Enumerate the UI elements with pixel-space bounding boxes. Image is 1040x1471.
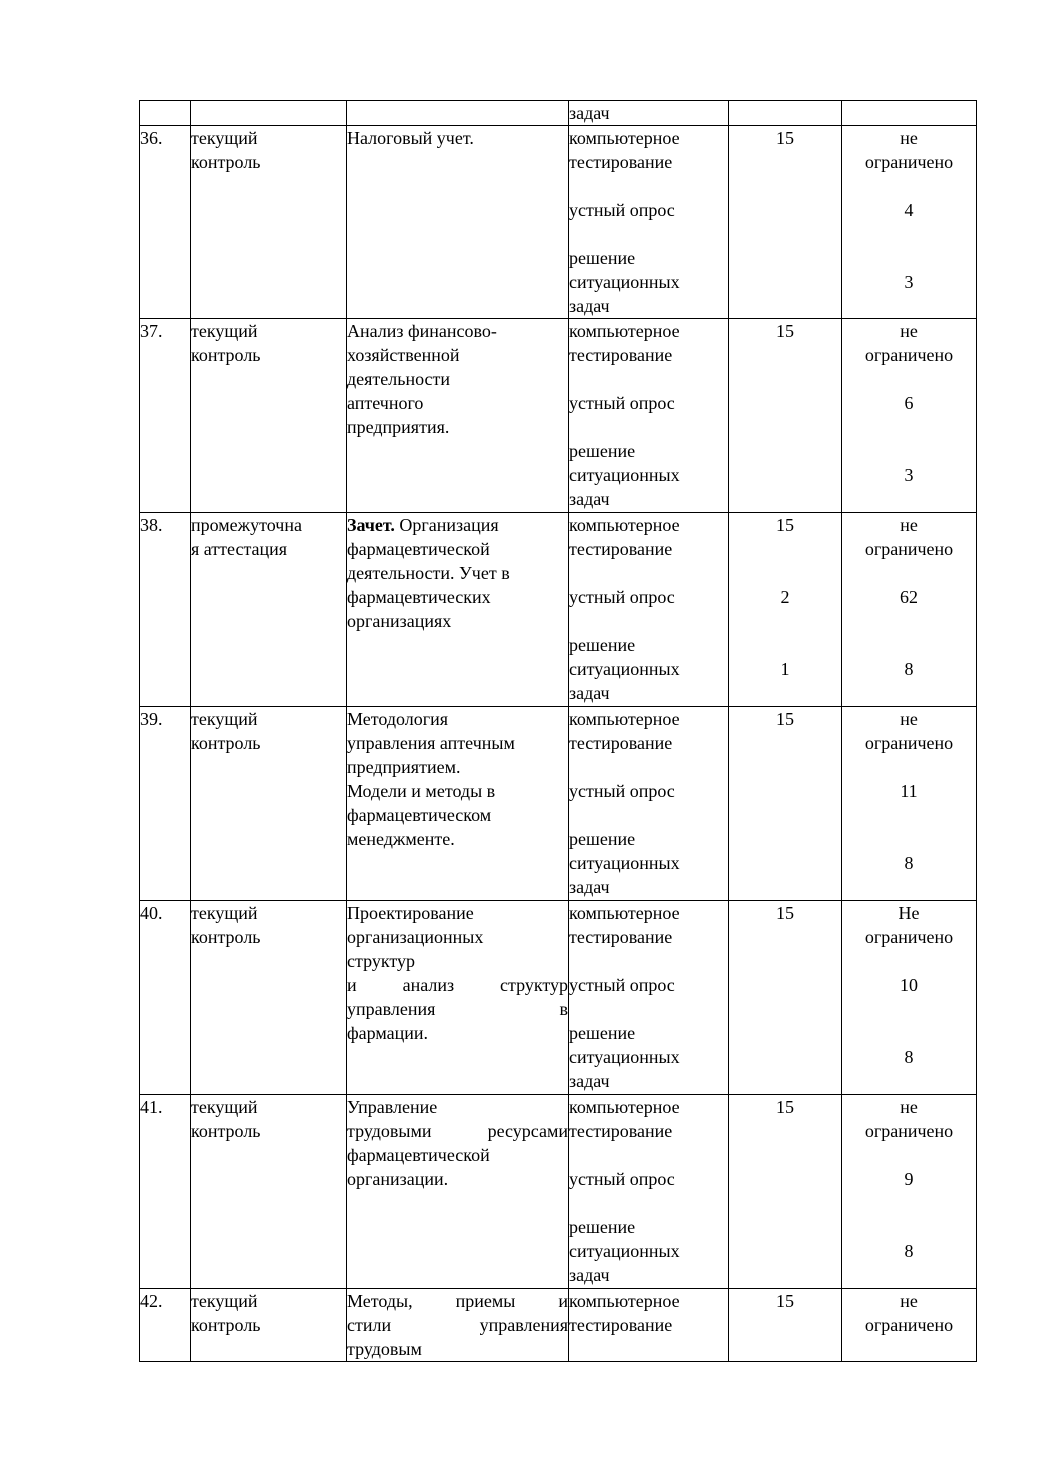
row-number: 36. [140, 126, 191, 319]
assessment-methods: компьютерное тестирование устный опрос решение ситуационных задач [569, 1095, 729, 1289]
topic: Зачет. Организация фармацевтической деятельности. Учет в фармацевтических организациях [347, 513, 569, 707]
table-row [140, 319, 977, 513]
topic: Управление трудовыми ресурсами фармацевтической организации. [347, 1095, 569, 1289]
control-type: текущий контроль [191, 707, 347, 901]
question-count: 15 2 1 [729, 513, 842, 707]
topic: Анализ финансово- хозяйственной деятельности аптечного предприятия. [347, 319, 569, 513]
table-row [140, 101, 977, 126]
assessment-methods: компьютерное тестирование устный опрос решение ситуационных задач [569, 319, 729, 513]
method-tail: задач [569, 103, 610, 123]
variant-count: не ограничено 62 8 [842, 513, 977, 707]
table-row [140, 1095, 977, 1289]
row-number: 39. [140, 707, 191, 901]
variant-count: Не ограничено 10 8 [842, 901, 977, 1095]
control-type: текущий контроль [191, 901, 347, 1095]
assessment-methods: компьютерное тестирование устный опрос решение ситуационных задач [569, 513, 729, 707]
table-row [140, 707, 977, 901]
row-number: 42. [140, 1289, 191, 1362]
topic-bold-label: Зачет. [347, 515, 395, 535]
row-number: 37. [140, 319, 191, 513]
topic: Проектирование организационных структур и анализ структур управления в фармации. [347, 901, 569, 1095]
topic: Налоговый учет. [347, 126, 569, 319]
variant-count: не ограничено [842, 1289, 977, 1362]
control-type: текущий контроль [191, 1289, 347, 1362]
row-number: 40. [140, 901, 191, 1095]
topic: Методы, приемы и стили управления трудовым [347, 1289, 569, 1362]
question-count: 15 [729, 1289, 842, 1362]
topic: Методология управления аптечным предприятием. Модели и методы в фармацевтическом менеджменте. [347, 707, 569, 901]
assessment-methods: компьютерное тестирование устный опрос решение ситуационных задач [569, 707, 729, 901]
question-count: 15 [729, 319, 842, 513]
assessment-methods: компьютерное тестирование устный опрос решение ситуационных задач [569, 126, 729, 319]
control-type: текущий контроль [191, 126, 347, 319]
table-row [140, 126, 977, 319]
control-type: текущий контроль [191, 319, 347, 513]
table-row [140, 901, 977, 1095]
question-count: 15 [729, 126, 842, 319]
variant-count: не ограничено 6 3 [842, 319, 977, 513]
table-row [140, 1289, 977, 1362]
row-number: 38. [140, 513, 191, 707]
assessment-methods: компьютерное тестирование устный опрос решение ситуационных задач [569, 901, 729, 1095]
table-row [140, 513, 977, 707]
variant-count: не ограничено 9 8 [842, 1095, 977, 1289]
control-type: текущий контроль [191, 1095, 347, 1289]
row-number: 41. [140, 1095, 191, 1289]
question-count: 15 [729, 707, 842, 901]
question-count: 15 [729, 1095, 842, 1289]
question-count: 15 [729, 901, 842, 1095]
assessment-methods: компьютерное тестирование [569, 1289, 729, 1362]
variant-count: не ограничено 11 8 [842, 707, 977, 901]
control-type: промежуточна я аттестация [191, 513, 347, 707]
assessment-table [139, 100, 977, 1362]
variant-count: не ограничено 4 3 [842, 126, 977, 319]
